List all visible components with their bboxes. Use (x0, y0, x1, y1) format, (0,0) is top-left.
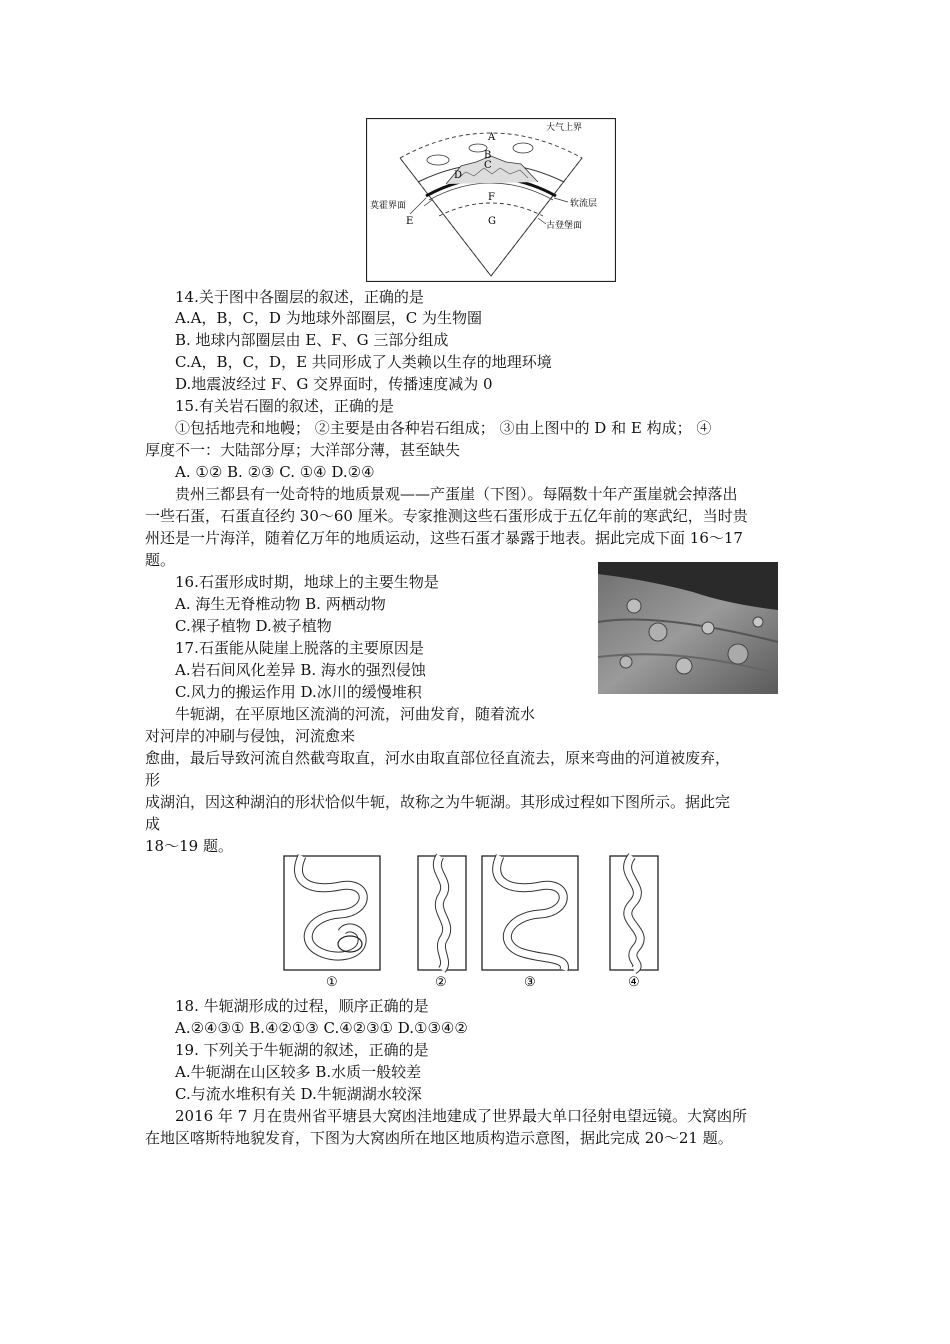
q18-stem: 18. 牛轭湖形成的过程，顺序正确的是 (175, 997, 429, 1015)
panel-label-4: ④ (628, 975, 640, 990)
q17-stem: 17.石蛋能从陡崖上脱落的主要原因是 (175, 639, 424, 657)
passage3-line2: 在地区喀斯特地貌发育，下图为大窝凼所在地区地质构造示意图，据此完成 20～21 题。 (145, 1129, 733, 1147)
q15-options: A. ①② B. ②③ C. ①④ D.②④ (175, 463, 375, 481)
label-moho: 莫霍界面 (370, 201, 407, 211)
q15-statements-line1: ①包括地壳和地幔； ②主要是由各种岩石组成； ③由上图中的 D 和 E 构成； ④ (175, 419, 712, 437)
q15-stem: 15.有关岩石圈的叙述，正确的是 (175, 397, 394, 415)
q19-options-cd: C.与流水堆积有关 D.牛轭湖湖水较深 (175, 1085, 422, 1103)
label-gutenberg: 古登堡面 (546, 221, 583, 231)
passage2-line7: 18～19 题。 (145, 837, 233, 855)
q14-option-a: A.A，B，C，D 为地球外部圈层，C 为生物圈 (175, 309, 482, 327)
earth-spheres-diagram (366, 118, 616, 282)
q16-stem: 16.石蛋形成时期，地球上的主要生物是 (175, 573, 439, 591)
label-F: F (488, 192, 495, 203)
passage3-line1: 2016 年 7 月在贵州省平塘县大窝凼洼地建成了世界最大单口径射电望远镜。大窝凼所 (175, 1107, 748, 1125)
passage2-line6: 成 (145, 815, 161, 833)
q14-option-c: C.A，B，C，D，E 共同形成了人类赖以生存的地理环境 (175, 353, 552, 371)
q14-option-b: B. 地球内部圈层由 E、F、G 三部分组成 (175, 331, 449, 349)
q17-options-cd: C.风力的搬运作用 D.冰川的缓慢堆积 (175, 683, 422, 701)
q18-options: A.②④③① B.④②①③ C.④②③① D.①③④② (175, 1019, 468, 1037)
passage2-line2: 对河岸的冲刷与侵蚀，河流愈来 (145, 727, 356, 745)
q16-options-cd: C.裸子植物 D.被子植物 (175, 617, 332, 635)
passage2-line1: 牛轭湖，在平原地区流淌的河流，河曲发育，随着流水 (175, 705, 536, 723)
label-A: A (488, 132, 496, 143)
panel-label-3: ③ (524, 975, 536, 990)
passage1-line3: 州还是一片海洋，随着亿万年的地质运动，这些石蛋才暴露于地表。据此完成下面 16～17 (145, 529, 743, 547)
label-asthenosphere: 软流层 (570, 199, 598, 209)
q19-stem: 19. 下列关于牛轭湖的叙述，正确的是 (175, 1041, 429, 1059)
label-G: G (488, 216, 496, 227)
egg-cliff-photo (598, 562, 778, 694)
label-C: C (484, 160, 492, 171)
q17-options-ab: A.岩石间风化差异 B. 海水的强烈侵蚀 (175, 661, 426, 679)
oxbow-lake-diagram (280, 852, 664, 992)
passage2-line3: 愈曲，最后导致河流自然截弯取直，河水由取直部位径直流去，原来弯曲的河道被废弃， (145, 749, 731, 767)
label-E: E (406, 216, 414, 227)
label-B: B (484, 150, 492, 161)
q19-options-ab: A.牛轭湖在山区较多 B.水质一般较差 (175, 1063, 422, 1081)
passage1-line2: 一些石蛋，石蛋直径约 30～60 厘米。专家推测这些石蛋形成于五亿年前的寒武纪，当时贵 (145, 507, 748, 525)
q14-option-d: D.地震波经过 F、G 交界面时，传播速度减为 0 (175, 375, 493, 393)
passage1-line4: 题。 (145, 551, 176, 569)
q15-statements-line2: 厚度不一：大陆部分厚；大洋部分薄，甚至缺失 (145, 441, 461, 459)
passage2-line5: 成湖泊，因这种湖泊的形状恰似牛轭，故称之为牛轭湖。其形成过程如下图所示。据此完 (145, 793, 731, 811)
passage1-line1: 贵州三都县有一处奇特的地质景观——产蛋崖（下图）。每隔数十年产蛋崖就会掉落出 (175, 485, 738, 503)
label-atmosphere-top: 大气上界 (546, 123, 583, 133)
panel-label-1: ① (326, 975, 338, 990)
passage2-line4: 形 (145, 771, 161, 789)
q14-stem: 14.关于图中各圈层的叙述，正确的是 (175, 288, 424, 306)
panel-label-2: ② (435, 975, 447, 990)
label-D: D (454, 170, 463, 181)
q16-options-ab: A. 海生无脊椎动物 B. 两栖动物 (175, 595, 386, 613)
